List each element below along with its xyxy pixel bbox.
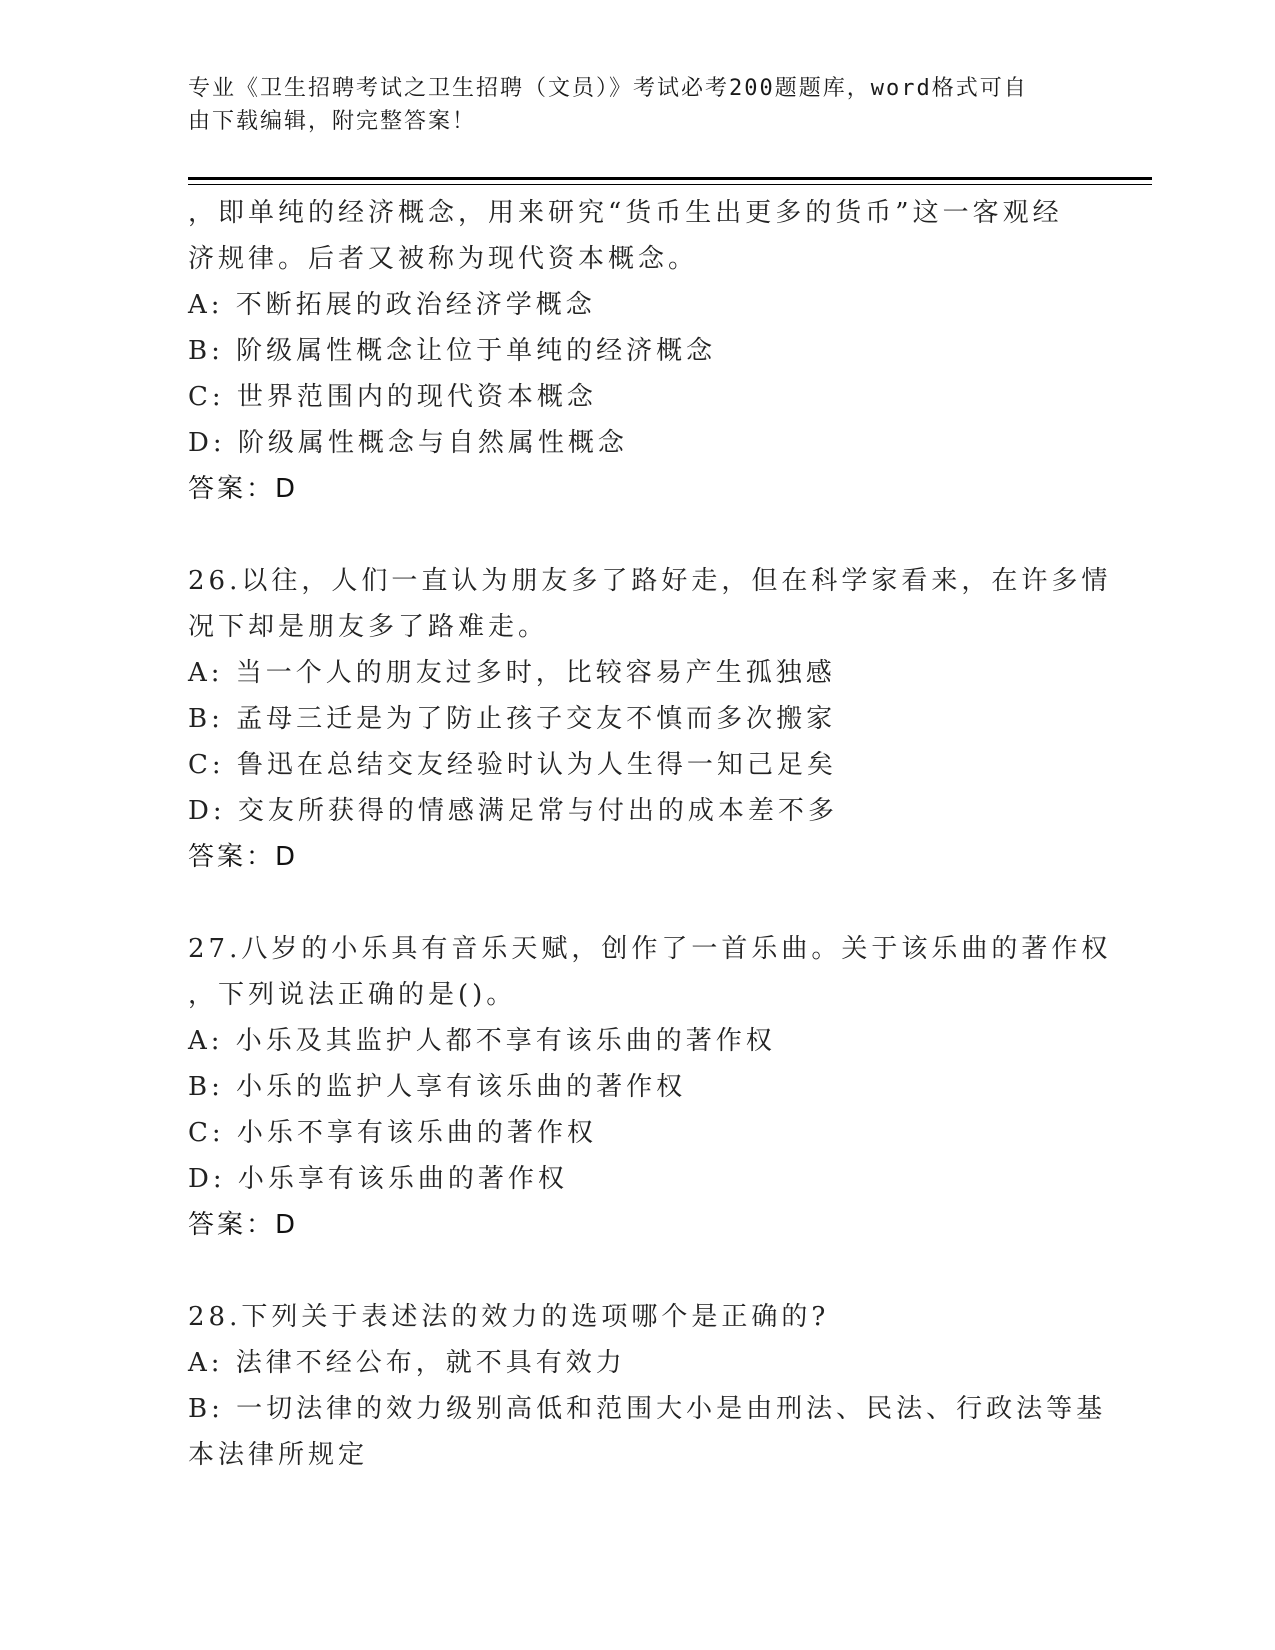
header-divider-thick [188, 177, 1152, 180]
option-c: C: 鲁迅在总结交友经验时认为人生得一知己足矣 [188, 750, 837, 780]
question-text-line: 济规律。后者又被称为现代资本概念。 [188, 244, 699, 274]
question-text-line: 27.八岁的小乐具有音乐天赋，创作了一首乐曲。关于该乐曲的著作权 [188, 934, 1112, 964]
question-27 [188, 926, 1112, 1248]
option-b: B: 小乐的监护人享有该乐曲的著作权 [188, 1072, 687, 1102]
question-text-line: ，即单纯的经济概念，用来研究“货币生出更多的货币”这一客观经 [188, 198, 1063, 228]
answer-line: 答案：D [188, 842, 299, 872]
option-c: C: 世界范围内的现代资本概念 [188, 382, 597, 412]
question-text-line: ，下列说法正确的是()。 [188, 980, 517, 1010]
question-content [188, 190, 1112, 1478]
option-b: B: 阶级属性概念让位于单纯的经济概念 [188, 336, 717, 366]
option-b: B: 一切法律的效力级别高低和范围大小是由刑法、民法、行政法等基 [188, 1394, 1107, 1424]
answer-line: 答案：D [188, 1210, 299, 1240]
option-d: D: 交友所获得的情感满足常与付出的成本差不多 [188, 796, 838, 826]
header-line-1: 专业《卫生招聘考试之卫生招聘（文员）》考试必考200题题库，word格式可自 [188, 76, 1028, 101]
option-a: A: 不断拓展的政治经济学概念 [188, 290, 596, 320]
spacer [188, 1248, 1088, 1294]
question-text-line: 26.以往，人们一直认为朋友多了路好走，但在科学家看来，在许多情 [188, 566, 1112, 596]
question-text-line: 28.下列关于表述法的效力的选项哪个是正确的? [188, 1302, 830, 1332]
option-b: B: 孟母三迁是为了防止孩子交友不慎而多次搬家 [188, 704, 837, 734]
header-line-2: 由下载编辑，附完整答案！ [188, 109, 477, 134]
question-continuation [188, 190, 1088, 512]
question-text-line: 况下却是朋友多了路难走。 [188, 612, 549, 642]
spacer [188, 512, 1088, 558]
option-a: A: 法律不经公布，就不具有效力 [188, 1348, 626, 1378]
document-header [188, 72, 1088, 138]
option-d: D: 小乐享有该乐曲的著作权 [188, 1164, 568, 1194]
option-c: C: 小乐不享有该乐曲的著作权 [188, 1118, 597, 1148]
option-d: D: 阶级属性概念与自然属性概念 [188, 428, 628, 458]
spacer [188, 880, 1088, 926]
answer-line: 答案：D [188, 474, 299, 504]
option-a: A: 小乐及其监护人都不享有该乐曲的著作权 [188, 1026, 776, 1056]
question-28 [188, 1294, 1107, 1478]
option-b-continued: 本法律所规定 [188, 1440, 369, 1470]
question-26 [188, 558, 1112, 880]
option-a: A: 当一个人的朋友过多时，比较容易产生孤独感 [188, 658, 836, 688]
header-divider-thin [188, 184, 1152, 185]
